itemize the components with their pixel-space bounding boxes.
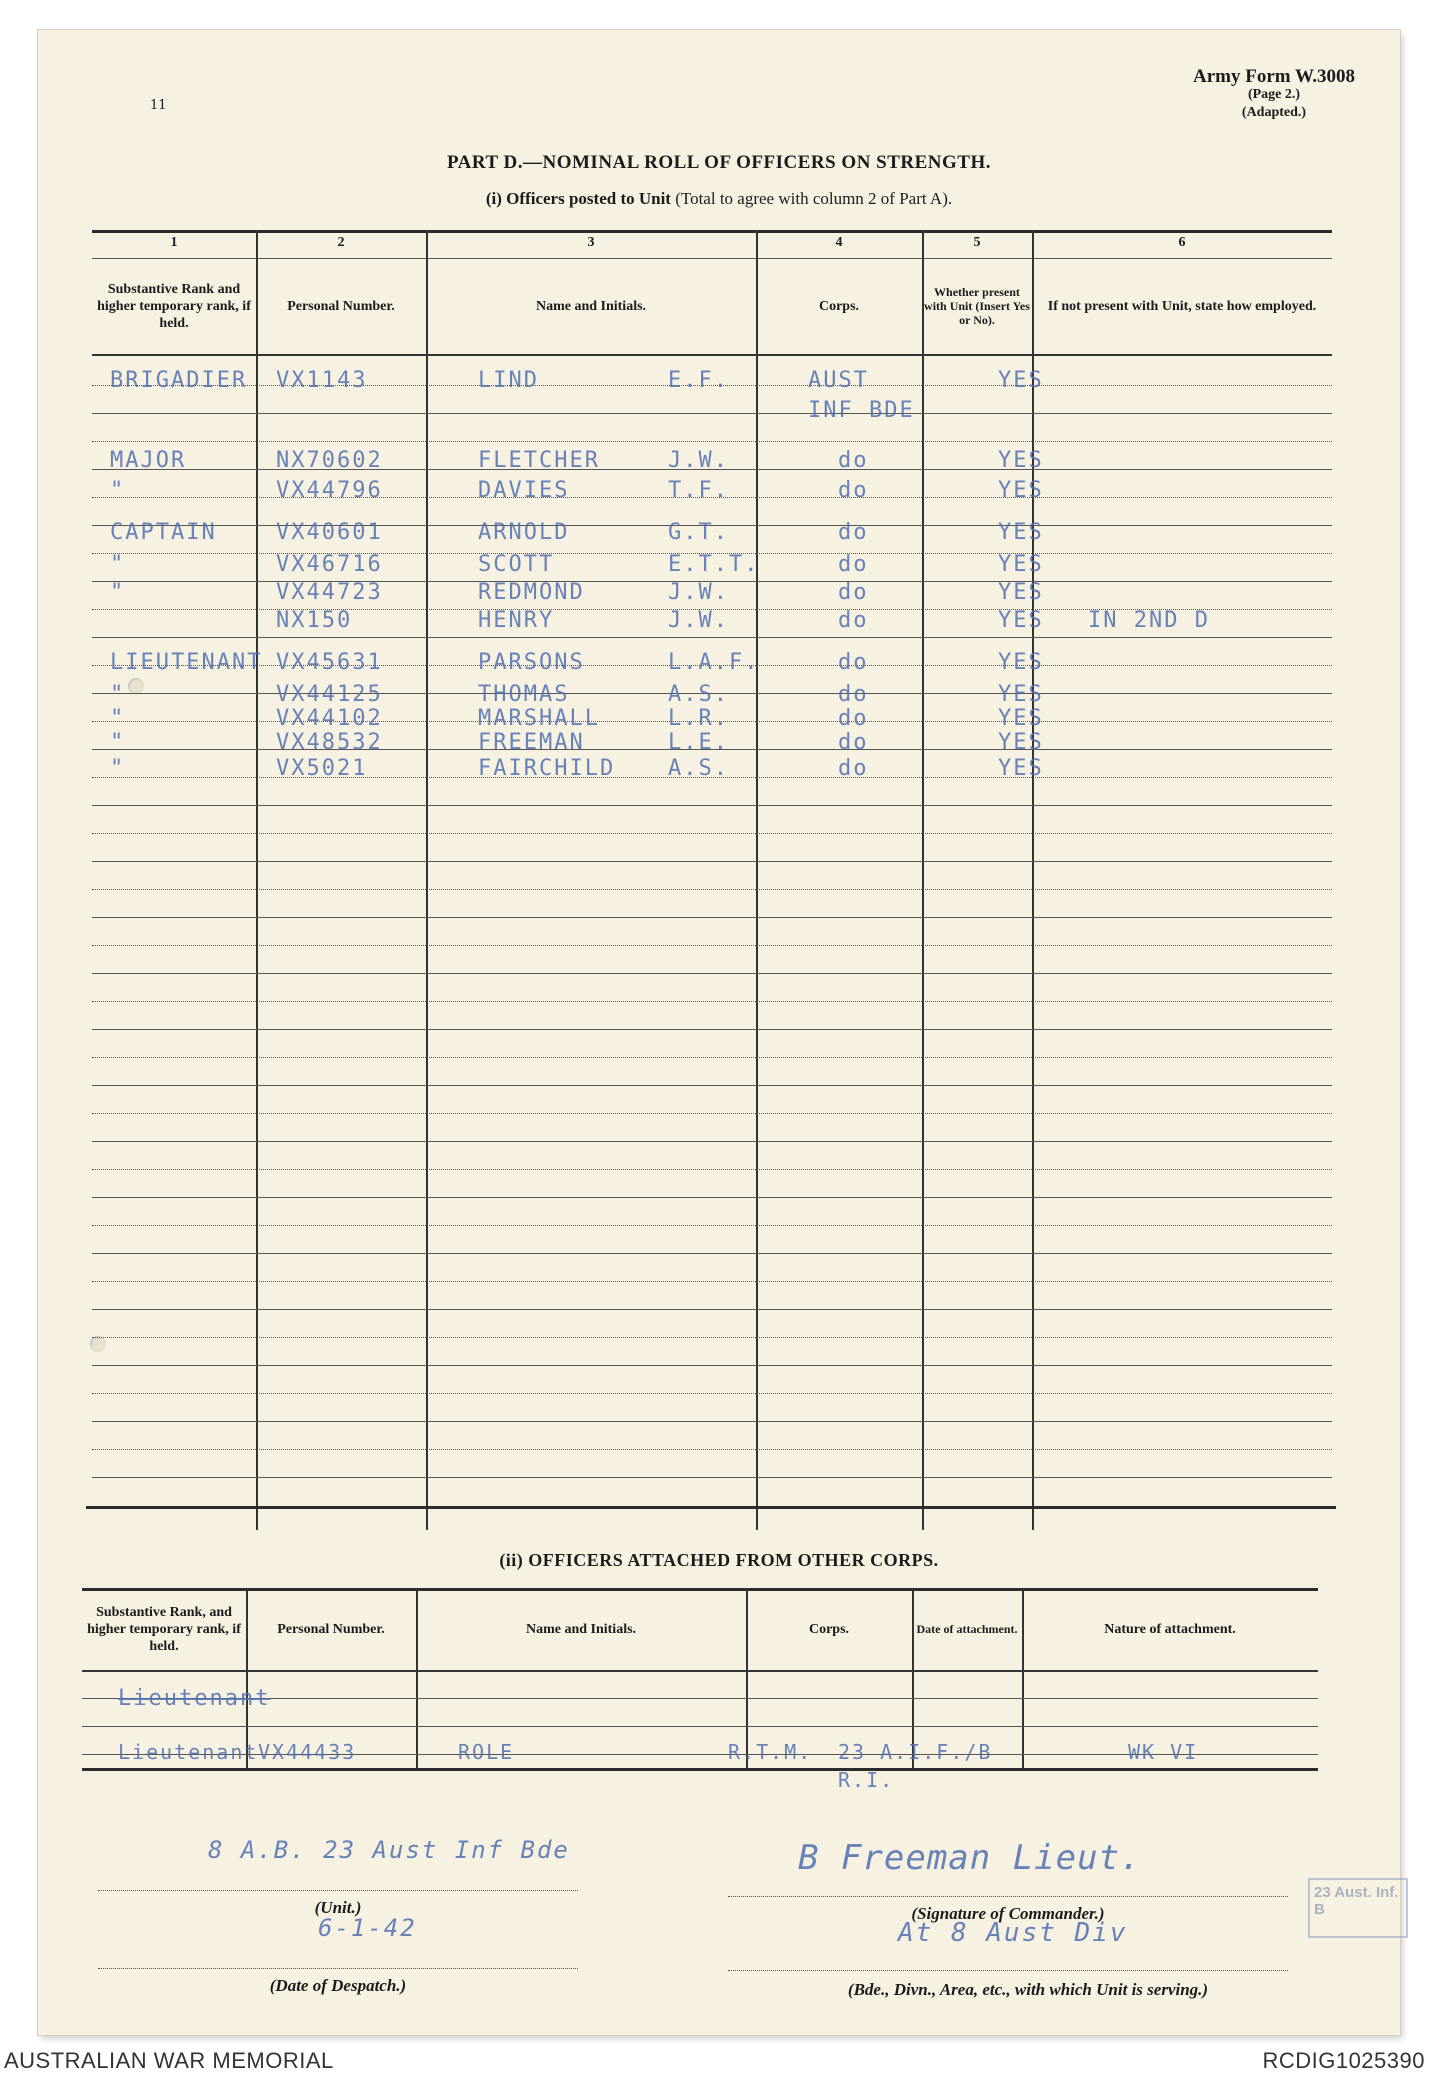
col-header-rank: Substantive Rank and higher temporary rank, if held. — [97, 281, 251, 331]
entry-corps: do — [838, 448, 869, 473]
entry-corps: do — [838, 682, 869, 707]
entry-name: FLETCHER — [478, 448, 600, 473]
col-number: 1 — [170, 235, 178, 250]
entry-present: YES — [998, 520, 1044, 545]
roll-ruled-line — [92, 1085, 1332, 1086]
roll-ruled-line — [92, 1029, 1332, 1030]
entry-rank: " — [110, 552, 126, 577]
entry-present: YES — [998, 580, 1044, 605]
column-divider — [256, 230, 258, 1530]
attached-corps: R.T.M. — [728, 1740, 813, 1764]
t2-header-corps: Corps. — [808, 1621, 850, 1637]
roll-ruled-line — [92, 861, 1332, 862]
entry-initials: A.S. — [668, 682, 729, 707]
entry-name: MARSHALL — [478, 706, 600, 731]
entry-present: YES — [998, 478, 1044, 503]
form-page — [38, 30, 1400, 2035]
column-divider — [416, 1588, 418, 1768]
entry-initials: E.T.T. — [668, 552, 760, 577]
entry-name: SCOTT — [478, 552, 555, 577]
entry-corps: do — [838, 520, 869, 545]
roll-ruled-line — [92, 1281, 1332, 1282]
col-header-employed: If not present with Unit, state how employed. — [1047, 298, 1317, 314]
entry-present: YES — [998, 682, 1044, 707]
entry-name: REDMOND — [478, 580, 585, 605]
entry-present: YES — [998, 448, 1044, 473]
entry-rank: BRIGADIER — [110, 368, 248, 393]
attached-rank: Lieutenant — [118, 1740, 259, 1764]
entry-initials: G.T. — [668, 520, 729, 545]
roll-ruled-line — [92, 1477, 1332, 1478]
formation-line — [728, 1970, 1288, 1971]
entry-initials: J.W. — [668, 448, 729, 473]
col-number: 6 — [1178, 235, 1186, 250]
entry-corps: AUST — [808, 368, 869, 393]
entry-number: VX48532 — [276, 730, 383, 755]
table-bottom-rule — [86, 1506, 1336, 1509]
part-d-heading: PART D.—NOMINAL ROLL OF OFFICERS ON STRENGTH. — [446, 152, 992, 173]
entry-rank: " — [110, 756, 126, 781]
roll-ruled-line — [92, 1421, 1332, 1422]
table-top-rule — [92, 230, 1332, 233]
entry-rank: " — [110, 682, 126, 707]
entry-name: PARSONS — [478, 650, 585, 675]
roll-ruled-line — [92, 1169, 1332, 1170]
column-divider — [1032, 230, 1034, 1530]
column-divider — [1022, 1588, 1024, 1768]
col-number: 5 — [973, 235, 981, 250]
entry-corps: do — [838, 650, 869, 675]
entry-employed: IN 2ND D — [1088, 608, 1210, 633]
t2-header-nature: Nature of attachment. — [1104, 1621, 1236, 1637]
entry-corps: do — [838, 552, 869, 577]
formation-value: At 8 Aust Div — [898, 1918, 1128, 1948]
table2-top-rule — [82, 1588, 1318, 1591]
attached-nature: WK VI — [1128, 1740, 1199, 1764]
entry-number: VX44796 — [276, 478, 383, 503]
entry-initials: T.F. — [668, 478, 729, 503]
header-bottom-rule — [92, 354, 1332, 356]
col-number: 3 — [587, 235, 595, 250]
t2-header-rank: Substantive Rank, and higher temporary rank, if held. — [87, 1604, 241, 1654]
unit-value: 8 A.B. 23 Aust Inf Bde — [208, 1836, 570, 1864]
entry-rank: " — [110, 478, 126, 503]
entry-present: YES — [998, 730, 1044, 755]
col-header-present: Whether present with Unit (Insert Yes or No). — [924, 285, 1030, 327]
entry-corps: do — [838, 730, 869, 755]
t2-header-date: Date of attachment. — [916, 1622, 1018, 1636]
form-page-number: (Page 2.) — [1247, 87, 1301, 102]
entry-number: NX150 — [276, 608, 353, 633]
entry-present: YES — [998, 650, 1044, 675]
entry-corps: do — [838, 706, 869, 731]
entry-present: YES — [998, 706, 1044, 731]
attached-date: 23 A.I.F./B — [838, 1740, 993, 1764]
entry-name: LIND — [478, 368, 539, 393]
commander-signature: B Freeman Lieut. — [798, 1838, 1142, 1878]
roll-ruled-line — [92, 637, 1332, 638]
roll-ruled-line — [92, 945, 1332, 946]
entry-number: NX70602 — [276, 448, 383, 473]
col-number: 4 — [835, 235, 843, 250]
entry-present: YES — [998, 608, 1044, 633]
entry-initials: L.A.F. — [668, 650, 760, 675]
despatch-date-label: (Date of Despatch.) — [269, 1976, 407, 1995]
date-line — [98, 1968, 578, 1969]
t2-header-number: Personal Number. — [277, 1621, 385, 1637]
entry-initials: L.R. — [668, 706, 729, 731]
attached-number: VX44433 — [258, 1740, 357, 1764]
column-divider — [756, 230, 758, 1530]
form-reference — [1193, 68, 1355, 122]
entry-initials: A.S. — [668, 756, 729, 781]
table2-bottom-rule — [82, 1768, 1318, 1771]
entry-name: HENRY — [478, 608, 555, 633]
form-number: Army Form W.3008 — [1192, 66, 1355, 87]
entry-corps: do — [838, 580, 869, 605]
entry-initials: J.W. — [668, 580, 729, 605]
entry-name: FAIRCHILD — [478, 756, 616, 781]
entry-name: FREEMAN — [478, 730, 585, 755]
roll-ruled-line — [92, 1001, 1332, 1002]
col-number: 2 — [337, 235, 345, 250]
entry-number: VX44723 — [276, 580, 383, 605]
roll-ruled-line — [92, 1057, 1332, 1058]
entry-rank: " — [110, 706, 126, 731]
col-header-name: Name and Initials. — [535, 298, 647, 314]
entry-corps: INF BDE — [808, 398, 915, 423]
roll-ruled-line — [92, 1449, 1332, 1450]
entry-number: VX46716 — [276, 552, 383, 577]
roll-ruled-line — [92, 1225, 1332, 1226]
unit-label: (Unit.) — [314, 1898, 362, 1917]
entry-present: YES — [998, 368, 1044, 393]
part-d-subheading — [38, 189, 1400, 209]
entry-rank: LIEUTENANT — [110, 650, 263, 675]
punch-hole — [90, 1336, 106, 1352]
entry-rank: " — [110, 580, 126, 605]
roll-ruled-line — [92, 1253, 1332, 1254]
entry-number: VX40601 — [276, 520, 383, 545]
entry-corps: do — [838, 756, 869, 781]
entry-rank: CAPTAIN — [110, 520, 217, 545]
table2-header-rule — [82, 1670, 1318, 1672]
entry-present: YES — [998, 756, 1044, 781]
roll-ruled-line — [92, 889, 1332, 890]
entry-name: ARNOLD — [478, 520, 570, 545]
column-divider — [426, 230, 428, 1530]
entry-number: VX44102 — [276, 706, 383, 731]
unit-line — [98, 1890, 578, 1891]
col-header-number: Personal Number. — [287, 298, 395, 314]
roll-ruled-line — [92, 973, 1332, 974]
roll-ruled-line — [92, 441, 1332, 442]
attached-rank-crossed: Lieutenant — [118, 1686, 271, 1711]
column-divider — [922, 230, 924, 1530]
subheading-bold: (i) Officers posted to Unit — [485, 189, 671, 208]
attached-date-2: R.I. — [838, 1768, 895, 1792]
archive-reference: RCDIG1025390 — [1262, 2048, 1425, 2073]
roll-ruled-line — [92, 1113, 1332, 1114]
punch-hole — [128, 678, 144, 694]
roll-ruled-line — [92, 413, 1332, 414]
form-adapted: (Adapted.) — [1241, 105, 1307, 120]
entry-number: VX44125 — [276, 682, 383, 707]
roll-ruled-line — [92, 1197, 1332, 1198]
formation-label: (Bde., Divn., Area, etc., with which Unit is serving.) — [847, 1980, 1209, 1999]
entry-rank: MAJOR — [110, 448, 187, 473]
entry-name: DAVIES — [478, 478, 570, 503]
entry-name: THOMAS — [478, 682, 570, 707]
entry-number: VX1143 — [276, 368, 368, 393]
entry-initials: E.F. — [668, 368, 729, 393]
t2-header-name: Name and Initials. — [525, 1621, 637, 1637]
roll-ruled-line — [92, 805, 1332, 806]
roll-ruled-line — [92, 833, 1332, 834]
part-ii-heading: (ii) OFFICERS ATTACHED FROM OTHER CORPS. — [499, 1550, 939, 1570]
attached-name: ROLE — [458, 1740, 515, 1764]
table2-row-line — [82, 1726, 1318, 1727]
entry-number: VX5021 — [276, 756, 368, 781]
roll-ruled-line — [92, 917, 1332, 918]
entry-corps: do — [838, 478, 869, 503]
entry-number: VX45631 — [276, 650, 383, 675]
entry-present: YES — [998, 552, 1044, 577]
entry-corps: do — [838, 608, 869, 633]
roll-ruled-line — [92, 1365, 1332, 1366]
unit-stamp: 23 Aust. Inf. B — [1308, 1878, 1408, 1938]
roll-ruled-line — [92, 1309, 1332, 1310]
subheading-rest: (Total to agree with column 2 of Part A). — [670, 189, 953, 208]
roll-ruled-line — [92, 1141, 1332, 1142]
signature-line — [728, 1896, 1288, 1897]
top-mark: 11 — [150, 98, 167, 113]
roll-ruled-line — [92, 1337, 1332, 1338]
entry-rank: " — [110, 730, 126, 755]
archive-institution: AUSTRALIAN WAR MEMORIAL — [4, 2048, 334, 2073]
despatch-date-value: 6-1-42 — [318, 1914, 417, 1942]
entry-initials: J.W. — [668, 608, 729, 633]
colnum-rule — [92, 258, 1332, 259]
roll-ruled-line — [92, 1393, 1332, 1394]
entry-initials: L.E. — [668, 730, 729, 755]
signature-label: (Signature of Commander.) — [911, 1904, 1105, 1923]
col-header-corps: Corps. — [818, 298, 860, 314]
